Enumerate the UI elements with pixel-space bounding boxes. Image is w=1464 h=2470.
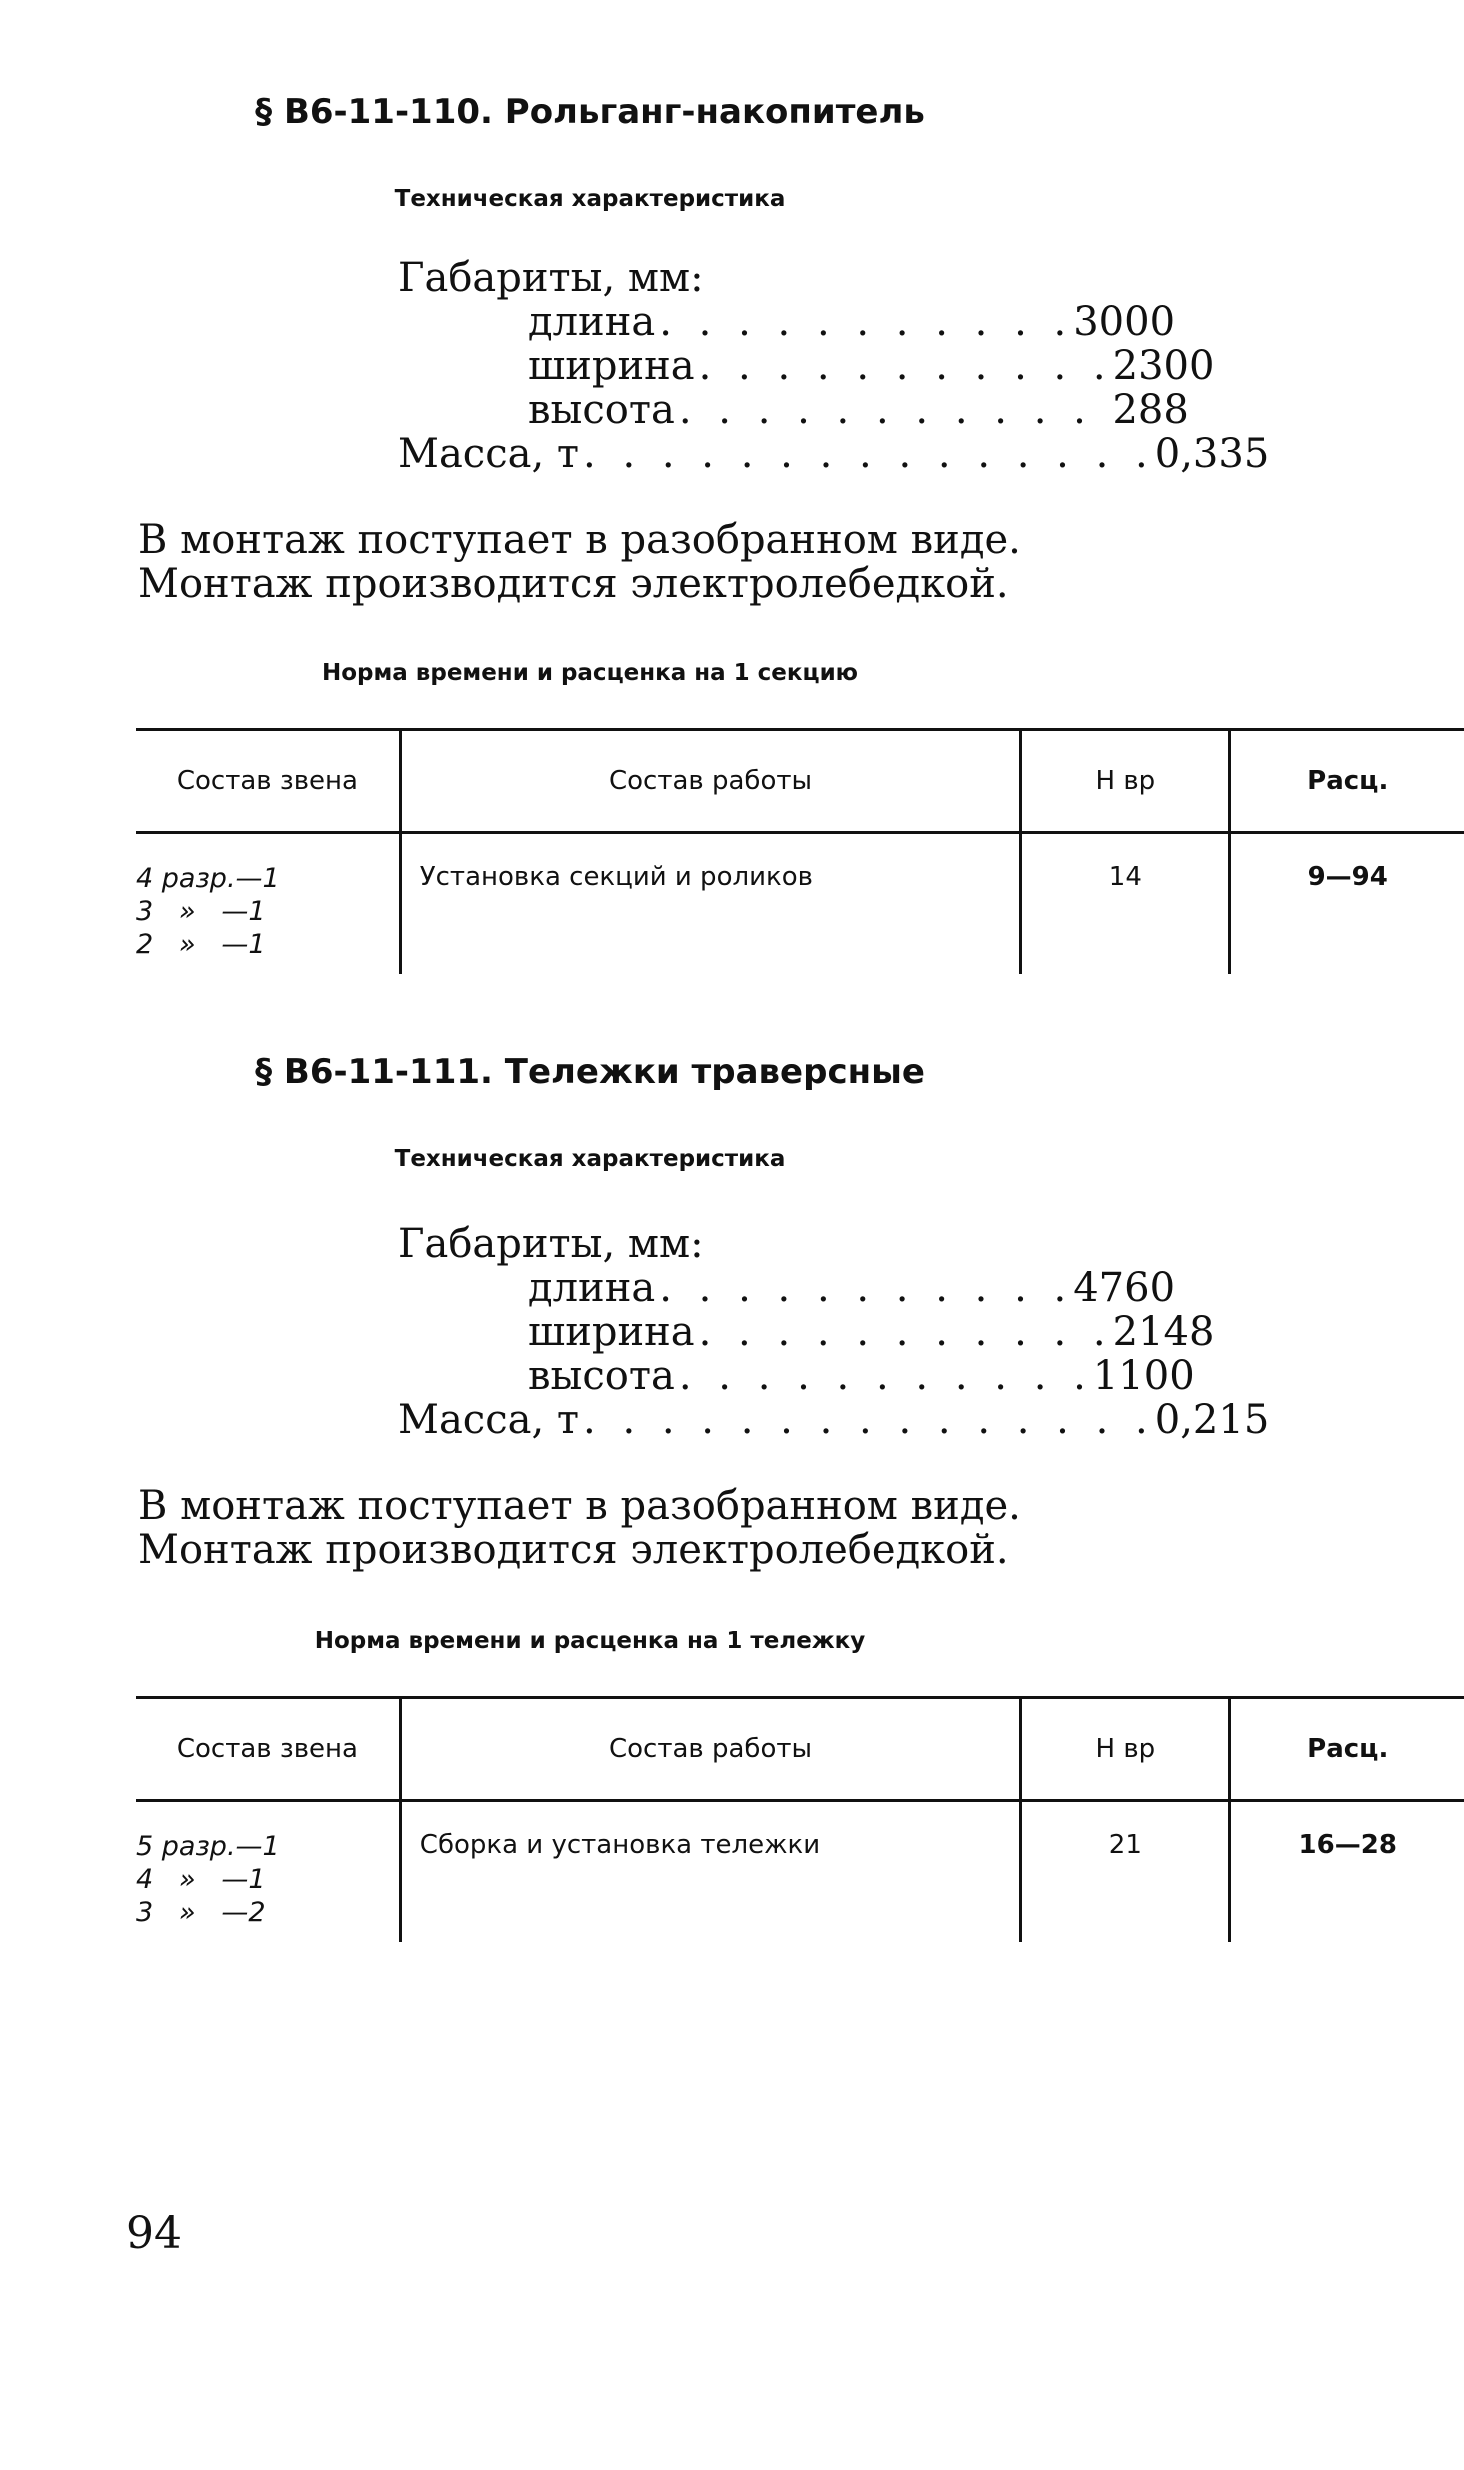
spec-value: 288 (1112, 387, 1189, 433)
hours-cell: 14 (1021, 833, 1230, 975)
spec-title: Техническая характеристика (394, 186, 786, 212)
crew-line: 2 » —1 (136, 929, 266, 960)
spec-label: ширина (528, 343, 695, 389)
note-line: Монтаж производится электролебедкой. (138, 1527, 1009, 1573)
spec-label: длина (528, 299, 656, 345)
table-row (136, 1801, 1464, 1943)
norm-title: Норма времени и расценка на 1 секцию (321, 660, 859, 686)
note-line: В монтаж поступает в разобранном виде. (138, 517, 1021, 563)
col-header-work: Состав работы (400, 730, 1020, 833)
crew-line: 5 разр.—1 (136, 1831, 280, 1862)
spec-value: 1100 (1092, 1353, 1195, 1399)
col-header-crew: Состав звена (136, 1698, 400, 1801)
col-header-hours: Н вр (1021, 730, 1230, 833)
norm-table (136, 728, 1464, 974)
note-line: Монтаж производится электролебедкой. (138, 561, 1009, 607)
work-cell: Установка секций и роликов (400, 833, 1020, 975)
spec-label: ширина (528, 1309, 695, 1355)
spec-block (398, 255, 1270, 477)
crew-cell (136, 833, 400, 975)
spec-row-length: длина . . . . . . . . . . . 3000 (528, 299, 1176, 345)
spec-value: 3000 (1073, 299, 1176, 345)
spec-label: Масса, т (398, 431, 580, 477)
spec-value: 2148 (1112, 1309, 1215, 1355)
spec-row-width: ширина . . . . . . . . . . . 2300 (528, 343, 1215, 389)
section-title: § В6-11-111. Тележки траверсные (255, 1052, 925, 1092)
dimensions-label: Габариты, мм: (398, 255, 704, 301)
spec-value: 0,215 (1154, 1397, 1270, 1443)
crew-cell (136, 1801, 400, 1943)
section-title: § В6-11-110. Рольганг-накопитель (255, 92, 925, 132)
table-header-row (136, 730, 1464, 833)
crew-line: 4 » —1 (136, 1864, 266, 1895)
rate-cell: 16—28 (1230, 1801, 1464, 1943)
spec-row-mass: Масса, т . . . . . . . . . . . . . . . 0,335 (398, 431, 1270, 477)
col-header-rate: Расц. (1230, 1698, 1464, 1801)
spec-title: Техническая характеристика (394, 1146, 786, 1172)
spec-value: 4760 (1073, 1265, 1176, 1311)
norm-table (136, 1696, 1464, 1942)
col-header-crew: Состав звена (136, 730, 400, 833)
spec-label: высота (528, 1353, 675, 1399)
crew-line: 3 » —1 (136, 896, 266, 927)
spec-row-width: ширина . . . . . . . . . . . 2148 (528, 1309, 1215, 1355)
page-number: 94 (126, 2208, 182, 2259)
spec-row-length: длина . . . . . . . . . . . 4760 (528, 1265, 1176, 1311)
spec-row-height: высота . . . . . . . . . . . 288 (528, 387, 1189, 433)
spec-label: длина (528, 1265, 656, 1311)
col-header-rate: Расц. (1230, 730, 1464, 833)
dimensions-label: Габариты, мм: (398, 1221, 704, 1267)
spec-value: 0,335 (1154, 431, 1270, 477)
hours-cell: 21 (1021, 1801, 1230, 1943)
col-header-hours: Н вр (1021, 1698, 1230, 1801)
rate-cell: 9—94 (1230, 833, 1464, 975)
crew-line: 3 » —2 (136, 1897, 266, 1928)
crew-line: 4 разр.—1 (136, 863, 280, 894)
table-row (136, 833, 1464, 975)
spec-row-height: высота . . . . . . . . . . . 1100 (528, 1353, 1195, 1399)
col-header-work: Состав работы (400, 1698, 1020, 1801)
spec-value: 2300 (1112, 343, 1215, 389)
spec-label: высота (528, 387, 675, 433)
spec-block (398, 1221, 1270, 1443)
spec-row-mass: Масса, т . . . . . . . . . . . . . . . 0,215 (398, 1397, 1270, 1443)
work-cell: Сборка и установка тележки (400, 1801, 1020, 1943)
table-header-row (136, 1698, 1464, 1801)
note-line: В монтаж поступает в разобранном виде. (138, 1483, 1021, 1529)
norm-title: Норма времени и расценка на 1 тележку (314, 1628, 866, 1654)
spec-label: Масса, т (398, 1397, 580, 1443)
